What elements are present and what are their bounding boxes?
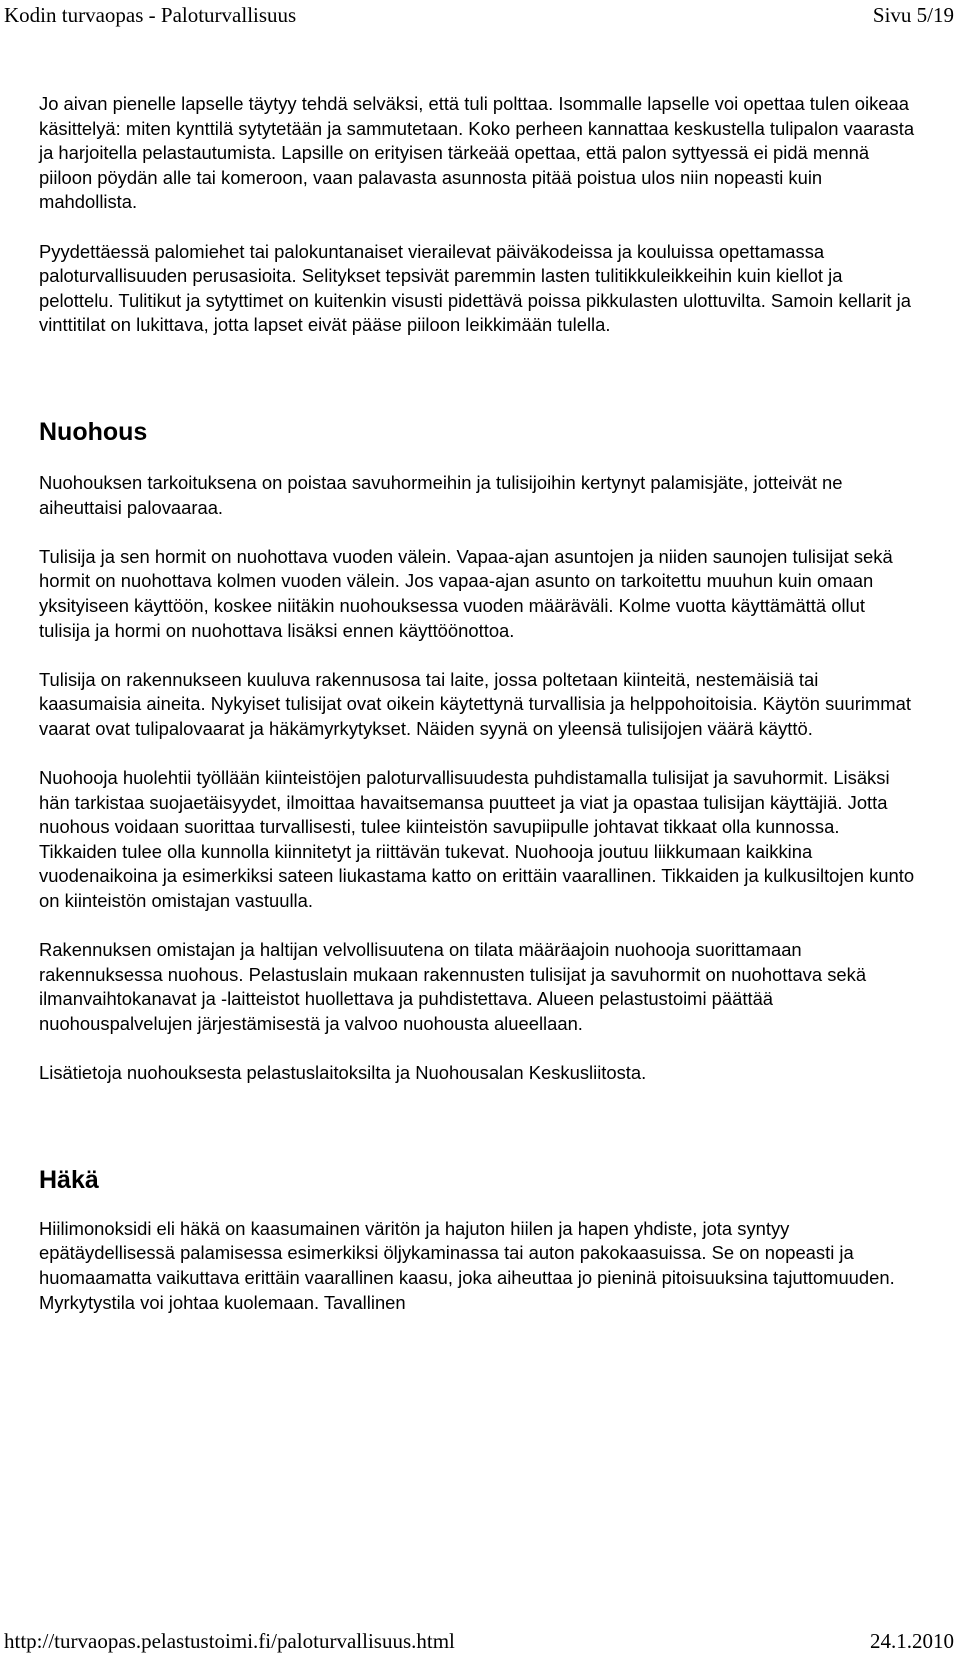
page-footer (4, 1624, 954, 1654)
paragraph-firefighter-visits: Pyydettäessä palomiehet tai palokuntanaiset vierailevat päiväkodeissa ja kouluissa opettamassa paloturvallisuuden perusasioita. Selitykset tepsivät paremmin lasten tulitikkuleikkeihin kuin kiellot ja pelottelu. Tulitikut ja sytyttimet on kuitenkin visusti pidettävä poissa pikkulasten ulottuvilta. Samoin kellarit ja vinttitilat on lukittava, jotta lapset eivät pääse piiloon leikkimään tulella. (39, 240, 911, 336)
page-header (4, 0, 954, 41)
print-date: 24.1.2010 (870, 1629, 954, 1653)
page-number: Sivu 5/19 (872, 3, 954, 27)
paragraph-nuohous-intervals: Tulisija ja sen hormit on nuohottava vuoden välein. Vapaa-ajan asuntojen ja niiden saunojen tulisijat sekä hormit on nuohottava kolmen vuoden välein. Jos vapaa-ajan asunto on tarkoitettu muuhun kuin omaan yksityiseen käyttöön, koskee niitäkin nuohouksessa vuoden määräväli. Kolme vuotta käyttämättä ollut tulisija ja hormi on nuohottava lisäksi ennen käyttöönottoa. (39, 545, 893, 641)
paragraph-owner-obligations: Rakennuksen omistajan ja haltijan velvollisuutena on tilata määräajoin nuohooja suorittamaan rakennuksessa nuohous. Pelastuslain mukaan rakennusten tulisijat ja savuhormit on nuohottava sekä ilmanvaihtokanavat ja -laitteistot huollettava ja puhdistettava. Alueen pelastustoimi päättää nuohouspalvelujen järjestämisestä ja valvoo nuohousta alueellaan. (39, 939, 867, 1034)
document-title: Kodin turvaopas - Paloturvallisuus (4, 3, 297, 27)
paragraph-nuohous-purpose: Nuohouksen tarkoituksena on poistaa savuhormeihin ja tulisijoihin kertynyt palamisjäte, jotteivät ne aiheuttaisi palovaaraa. (39, 471, 843, 518)
section-heading-haka: Häkä (39, 1165, 99, 1194)
paragraph-tulisija-definition: Tulisija on rakennukseen kuuluva rakennusosa tai laite, jossa poltetaan kiinteitä, nestemäisiä tai kaasumaisia aineita. Nykyiset tulisijat ovat oikein käytettynä turvallisia ja helppohoitoisia. Käytön suurimmat vaarat ovat tulipalovaarat ja häkämyrkytykset. Näiden syynä on yleensä tulisijojen väärä käyttö. (39, 668, 911, 739)
section-heading-nuohous: Nuohous (39, 417, 148, 446)
paragraph-children-education: Jo aivan pienelle lapselle täytyy tehdä selväksi, että tuli polttaa. Isommalle lapselle voi opettaa tulen oikeaa käsittelyä: miten kynttilä sytytetään ja sammutetaan. Koko perheen kannattaa keskustella tulipalon vaarasta ja harjoitella pelastautumista. Lapsille on erityisen tärkeää opettaa, että palon syttyessä ei pidä mennä piiloon pöydän alle tai komeroon, vaan palavasta asunnosta pitää poistua ulos niin nopeasti kuin mahdollista. (39, 93, 915, 213)
paragraph-nuohooja-duties: Nuohooja huolehtii työllään kiinteistöjen paloturvallisuudesta puhdistamalla tulisijat ja savuhormit. Lisäksi hän tarkistaa suojaetäisyydet, ilmoittaa havaitsemansa puutteet ja viat ja opastaa tulisijan käyttäjiä. Jotta nuohous voidaan suorittaa turvallisesti, tulee kiinteistön savupiipulle johtavat tikkaat olla kunnossa. Tikkaiden tulee olla kunnolla kiinnitetyt ja riittävän tukevat. Nuohooja joutuu liikkumaan kaikkina vuodenaikoina ja esimerkiksi sateen liukastama katto on erittäin vaarallinen. Tikkaiden ja kulkusiltojen kunto on kiinteistön omistajan vastuulla. (39, 767, 915, 912)
document-body (39, 92, 919, 1315)
paragraph-more-info: Lisätietoja nuohouksesta pelastuslaitoksilta ja Nuohousalan Keskusliitosta. (39, 1062, 647, 1084)
source-url: http://turvaopas.pelastustoimi.fi/paloturvallisuus.html (4, 1629, 455, 1653)
paragraph-haka-definition: Hiilimonoksidi eli häkä on kaasumainen väritön ja hajuton hiilen ja hapen yhdiste, jota syntyy epätäydellisessä palamisessa esimerkiksi öljykaminassa tai auton pakokaasuissa. Se on nopeasti ja huomaamatta vaikuttava erittäin vaarallinen kaasu, joka aiheuttaa jo pieninä pitoisuuksina tajuttomuuden. Myrkytystila voi johtaa kuolemaan. Tavallinen (39, 1217, 895, 1313)
